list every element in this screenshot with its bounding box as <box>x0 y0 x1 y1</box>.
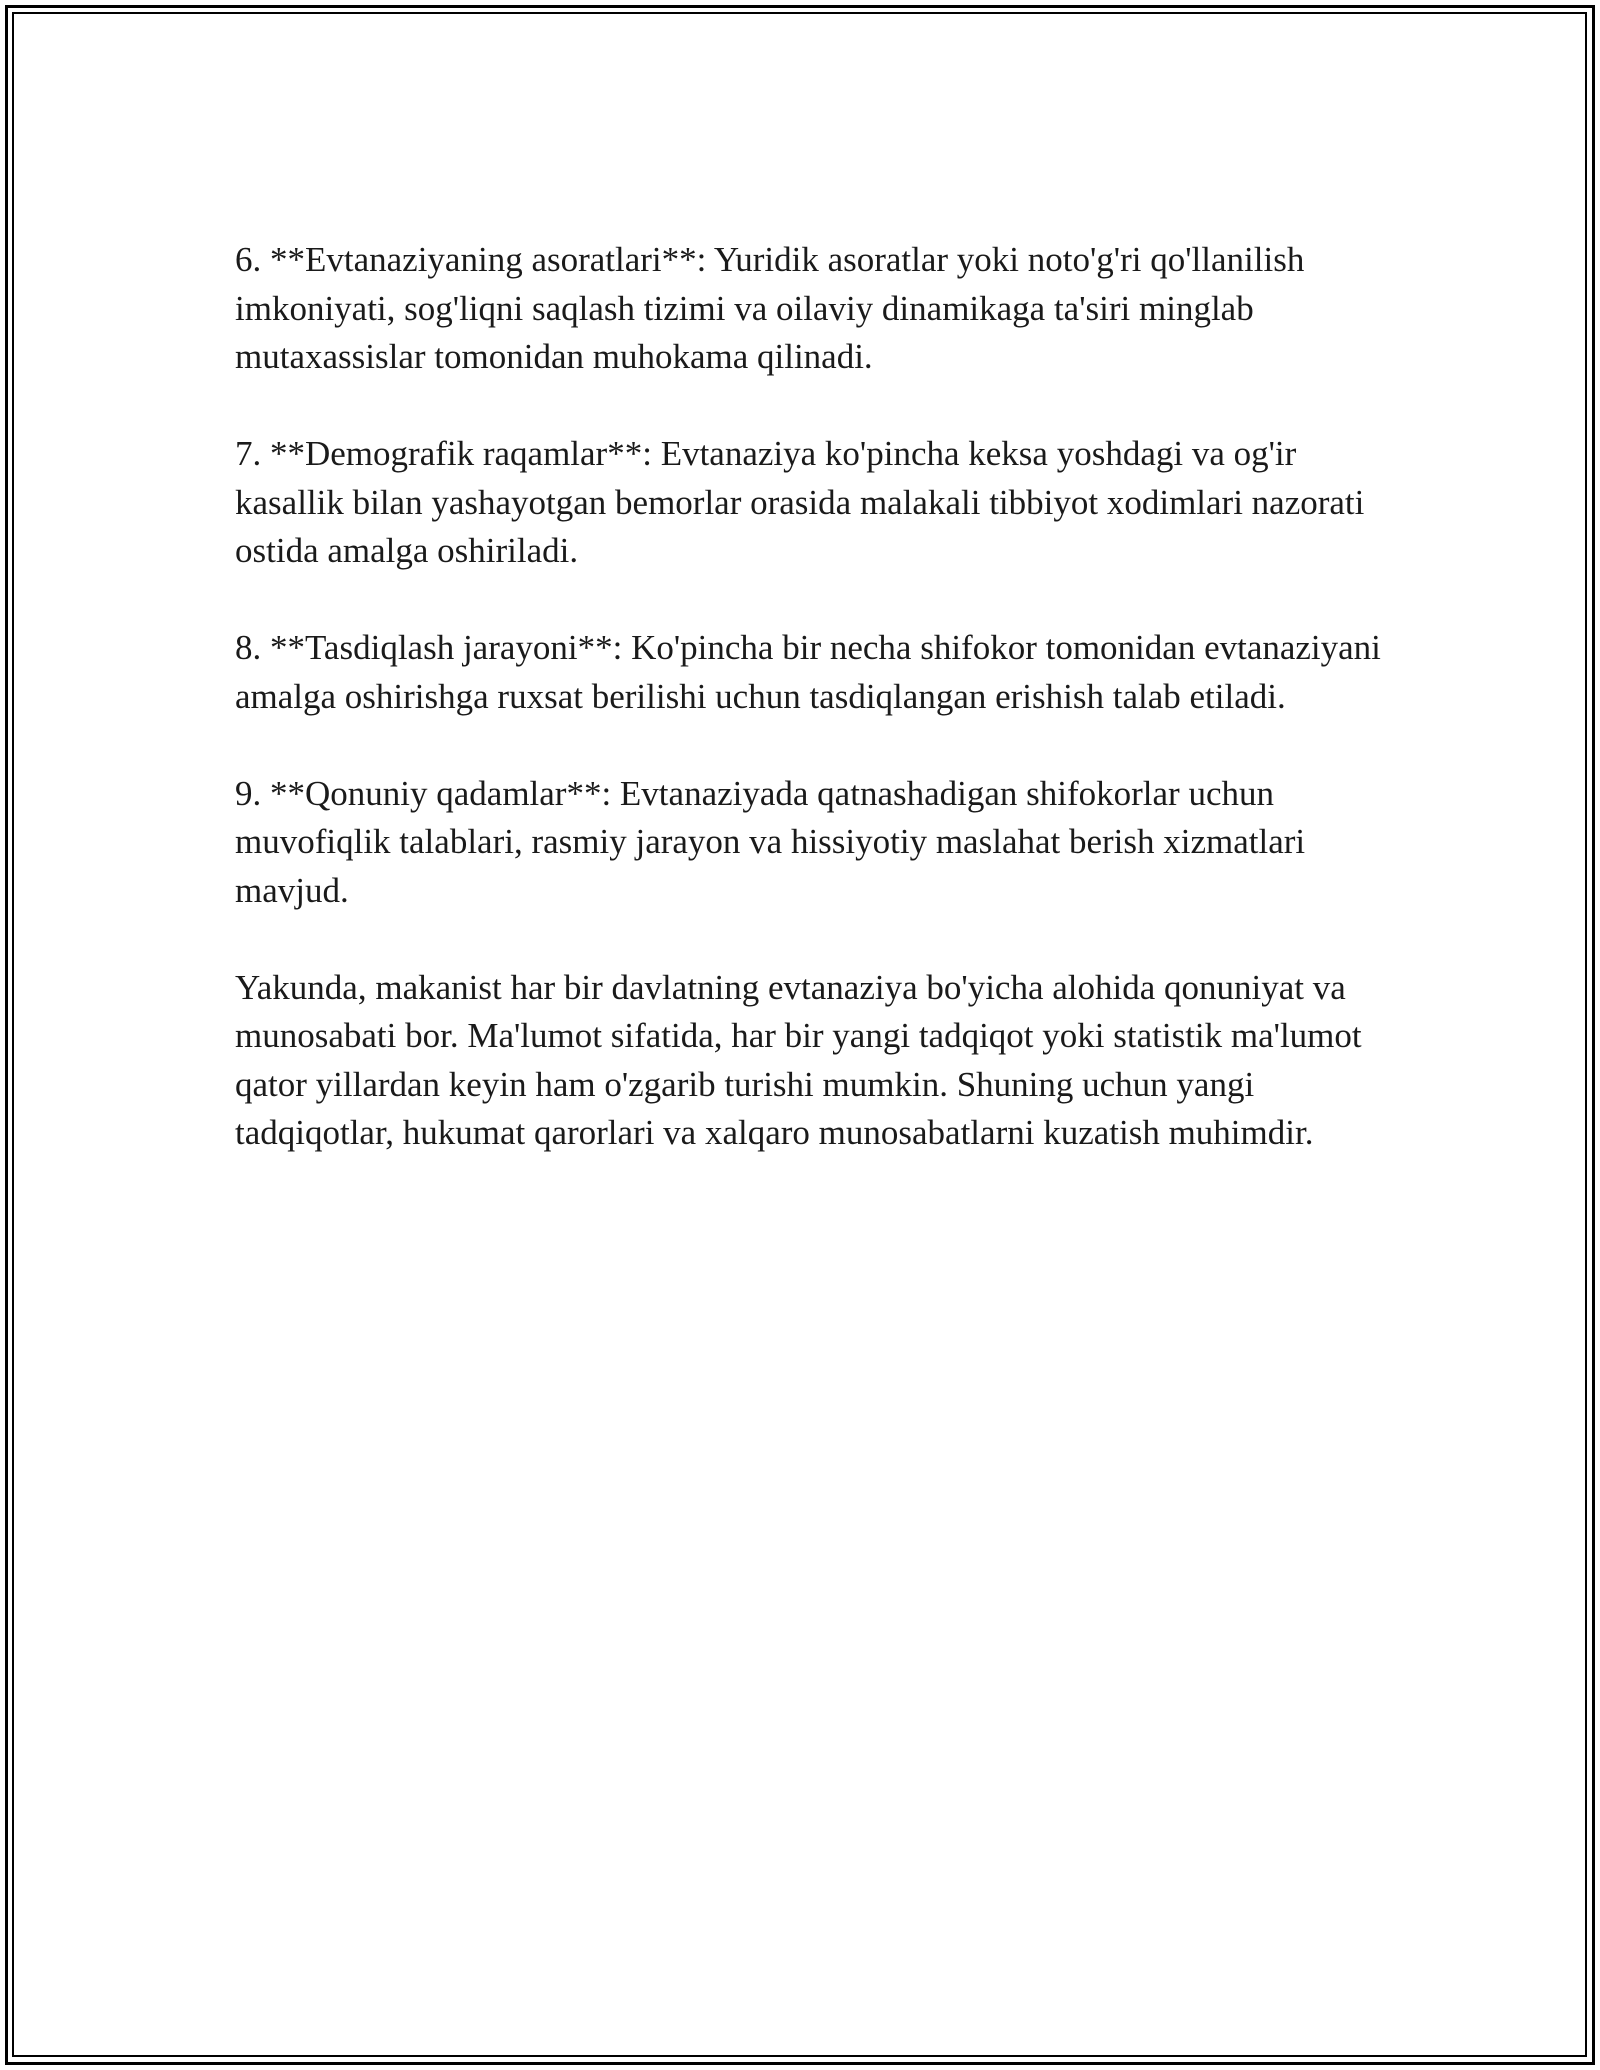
document-body <box>235 236 1385 1206</box>
list-item-6: 6. **Evtanaziyaning asoratlari**: Yuridik asoratlar yoki noto'g'ri qo'llanilish imkoniyati, sog'liqni saqlash tizimi va oilaviy dinamikaga ta'siri minglab mutaxassislar tomonidan muhokama qilinadi. <box>235 240 1305 376</box>
list-item-8: 8. **Tasdiqlash jarayoni**: Ko'pincha bir necha shifokor tomonidan evtanaziyani amalga oshirishga ruxsat berilishi uchun tasdiqlangan erishish talab etiladi. <box>235 628 1381 716</box>
list-item-9: 9. **Qonuniy qadamlar**: Evtanaziyada qatnashadigan shifokorlar uchun muvofiqlik talablari, rasmiy jarayon va hissiyotiy maslahat berish xizmatlari mavjud. <box>235 773 1306 910</box>
conclusion-paragraph: Yakunda, makanist har bir davlatning evtanaziya bo'yicha alohida qonuniyat va munosabati bor. Ma'lumot sifatida, har bir yangi tadqiqot yoki statistik ma'lumot qator yillardan keyin ham o'zgarib turishi mumkin. Shuning uchun yangi tadqiqotlar, hukumat qarorlari va xalqaro munosabatlarni kuzatish muhimdir. <box>235 967 1362 1152</box>
list-item-7: 7. **Demografik raqamlar**: Evtanaziya ko'pincha keksa yoshdagi va og'ir kasallik bilan yashayotgan bemorlar orasida malakali tibbiyot xodimlari nazorati ostida amalga oshiriladi. <box>235 434 1365 570</box>
